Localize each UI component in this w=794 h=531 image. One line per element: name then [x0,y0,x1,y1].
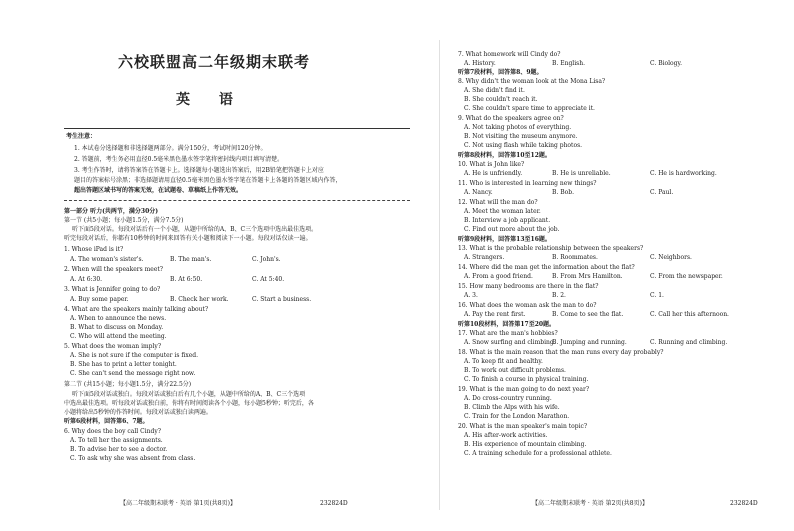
option-c: C. Biology. [650,60,683,67]
option-b: B. Interview a job applicant. [464,217,551,224]
option-a: A. Buy some paper. [70,296,129,303]
question-stem: 10. What is John like? [458,161,525,168]
option-a: A. Pay the rent first. [464,311,526,318]
option-b: B. English. [552,60,585,67]
option-a: A. She is not sure if the computer is fixed. [70,352,199,359]
option-b: B. He is unreliable. [552,170,611,177]
question-stem: 8. Why didn't the woman look at the Mona Lisa? [458,78,606,85]
option-c: C. Find out more about the job. [464,226,560,233]
notice-rule [64,200,410,201]
listening-hint: 听第6段材料，回答第6、7题。 [64,418,149,425]
section2-instruction: 小题将给出5秒钟的作答时间。每段对话或独白读两遍。 [64,409,212,416]
page-code: 232824D [320,500,348,507]
option-a: A. At 6:30. [70,276,103,283]
section2-instruction: 中选出最佳选项。听每段对话或独白前，你将有时间阅读各个小题，每小题5秒钟；听完后，各 [64,400,314,407]
exam-title: 六校联盟高二年级期末联考 [118,53,311,71]
listening-hint: 听第7段材料，回答第8、9题。 [458,69,543,76]
option-c: C. He is hardworking. [650,170,717,177]
option-b: B. The man's. [170,256,212,263]
option-c: C. John's. [252,256,281,263]
option-b: B. She has to print a letter tonight. [70,361,177,368]
option-a: A. Not taking photos of everything. [464,124,572,131]
option-c: C. Start a business. [252,296,312,303]
option-a: A. He is unfriendly. [464,170,523,177]
listening-hint: 听第9段材料，回答第13至16题。 [458,236,551,243]
listening-hint: 听第8段材料，回答第10至12题。 [458,152,551,159]
question-stem: 1. Whose iPad is it? [64,246,124,253]
option-c: C. She can't send the message right now. [70,370,196,377]
notice-line: 题目的答案标号涂黑；非选择题请用直径0.5毫米黑色墨水签字笔在答题卡上各题的答题区域内作答， [74,177,342,184]
question-stem: 16. What does the woman ask the man to do? [458,302,597,309]
section1-instruction: 听完每段对话后，你都有10秒钟的时间来回答有关小题和阅读下一小题。每段对话仅读一遍。 [64,235,312,242]
option-c: C. A training schedule for a professional athlete. [464,450,612,457]
listening-hint: 听第10段材料，回答第17至20题。 [458,321,556,328]
option-c: C. Call her this afternoon. [650,311,729,318]
option-c: C. From the newspaper. [650,273,723,280]
question-stem: 11. Who is interested in learning new things? [458,180,597,187]
option-b: B. Come to see the flat. [552,311,624,318]
option-c: C. To ask why she was absent from class. [70,455,196,462]
notice-line: 1. 本试卷分选择题和非选择题两部分。满分150分，考试时间120分钟。 [74,145,267,152]
option-a: A. To tell her the assignments. [70,437,163,444]
section1-heading: 第一节 (共5小题；每小题1.5分，满分7.5分) [64,217,184,224]
notice-line: 3. 考生作答时，请将答案答在答题卡上。选择题每小题选出答案后，用2B铅笔把答题卡上对应 [74,167,324,174]
question-stem: 3. What is Jennifer going to do? [64,286,161,293]
notice-line: 2. 答题前，考生务必用直径0.5毫米黑色墨水签字笔将密封线内项目填写清楚。 [74,156,284,163]
section2-instruction: 听下面5段对话或独白。每段对话或独白后有几个小题，从题中所给的A、B、C三个选项 [72,391,306,398]
part1-heading: 第一部分 听力(共两节，满分30分) [64,208,159,215]
header-rule [64,128,410,129]
option-c: C. She couldn't spare time to appreciate it. [464,105,595,112]
option-b: B. Check her work. [170,296,229,303]
option-b: B. His experience of mountain climbing. [464,441,587,448]
notice-heading: 考生注意： [66,133,97,140]
option-b: B. Roommates. [552,254,598,261]
option-a: A. Nancy. [464,189,493,196]
exam-page-2 [440,0,794,531]
option-a: A. When to announce the news. [70,315,167,322]
question-stem: 12. What will the man do? [458,199,538,206]
exam-subject: 英 语 [176,92,245,108]
option-b: B. To work out difficult problems. [464,367,566,374]
option-c: C. Running and climbing. [650,339,728,346]
question-stem: 20. What is the man speaker's main topic? [458,423,588,430]
notice-line: 超出答题区域书写的答案无效，在试题卷、草稿纸上作答无效。 [74,187,243,194]
option-b: B. To advise her to see a doctor. [70,446,168,453]
question-stem: 18. What is the main reason that the man runs every day probably? [458,349,664,356]
question-stem: 7. What homework will Cindy do? [458,51,561,58]
option-b: B. Bob. [552,189,574,196]
option-c: C. Not using flash while taking photos. [464,142,583,149]
page-footer: 【高二年级期末联考 · 英语 第2页(共8页)】 [532,500,648,507]
page-code: 232824D [730,500,758,507]
question-stem: 9. What do the speakers agree on? [458,115,564,122]
option-b: B. 2. [552,292,566,299]
option-c: C. At 5:40. [252,276,285,283]
page-footer: 【高二年级期末联考 · 英语 第1页(共8页)】 [120,500,236,507]
question-stem: 5. What does the woman imply? [64,343,162,350]
question-stem: 6. Why does the boy call Cindy? [64,428,161,435]
option-c: C. Neighbors. [650,254,692,261]
question-stem: 2. When will the speakers meet? [64,266,164,273]
option-b: B. What to discuss on Monday. [70,324,164,331]
option-a: A. 3. [464,292,478,299]
option-a: A. History. [464,60,496,67]
section2-heading: 第二节 (共15小题；每小题1.5分，满分22.5分) [64,381,192,388]
question-stem: 19. What is the man going to do next year? [458,386,590,393]
option-a: A. Strangers. [464,254,505,261]
option-b: B. Climb the Alps with his wife. [464,404,560,411]
option-c: C. Who will attend the meeting. [70,333,167,340]
option-b: B. She couldn't reach it. [464,96,538,103]
option-c: C. To finish a course in physical training. [464,376,589,383]
option-b: B. From Mrs Hamilton. [552,273,623,280]
option-c: C. Paul. [650,189,674,196]
option-a: A. To keep fit and healthy. [464,358,543,365]
option-a: A. Meet the woman later. [464,208,541,215]
question-stem: 4. What are the speakers mainly talking about? [64,306,209,313]
option-b: B. At 6:50. [170,276,203,283]
option-a: A. From a good friend. [464,273,533,280]
question-stem: 15. How many bedrooms are there in the flat? [458,283,599,290]
question-stem: 13. What is the probable relationship between the speakers? [458,245,644,252]
option-a: A. Do cross-country running. [464,395,552,402]
question-stem: 14. Where did the man get the information about the flat? [458,264,635,271]
option-c: C. Train for the London Marathon. [464,413,570,420]
question-stem: 17. What are the man's hobbies? [458,330,558,337]
option-c: C. 1. [650,292,664,299]
option-a: A. Snow surfing and climbing. [464,339,556,346]
option-a: A. She didn't find it. [464,87,525,94]
option-a: A. His after-work activities. [464,432,548,439]
option-b: B. Jumping and running. [552,339,627,346]
option-a: A. The woman's sister's. [70,256,144,263]
section1-instruction: 听下面5段对话。每段对话后有一个小题，从题中所给的A、B、C三个选项中选出最佳选项。 [72,226,318,233]
option-b: B. Not visiting the museum anymore. [464,133,578,140]
